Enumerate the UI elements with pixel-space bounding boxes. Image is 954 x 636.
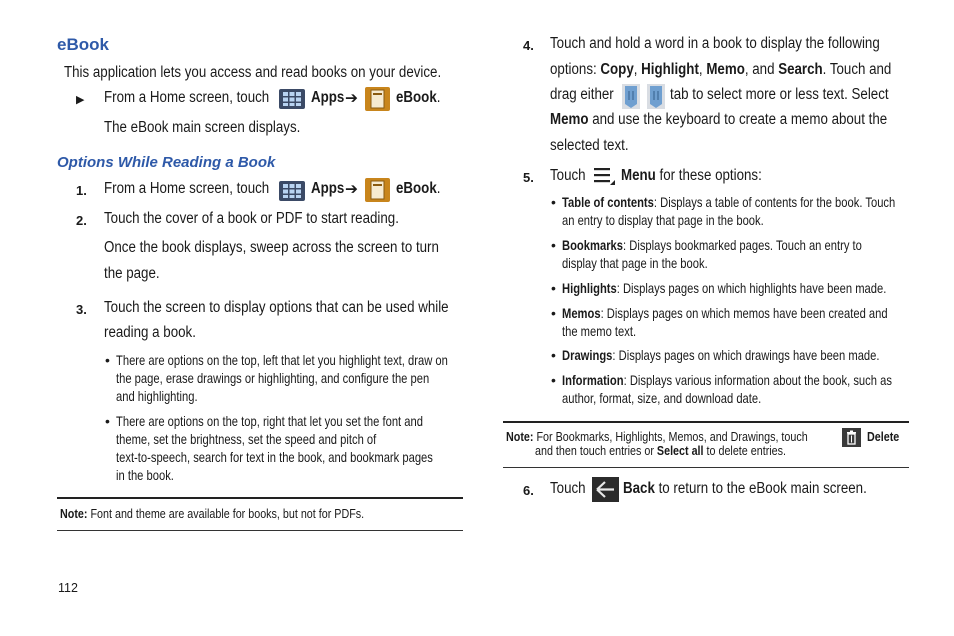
bullet-line: There are options on the top, left that let you highlight text, draw on <box>116 352 448 368</box>
menu-item-highlights: Highlights: Displays pages on which highlights have been made. <box>562 280 887 296</box>
menu-item-memos: Memos: Displays pages on which memos have been created and <box>562 305 888 321</box>
arrow-right-icon: ➔ <box>345 90 358 107</box>
step-text-continued: drag either <box>550 86 614 103</box>
bullet-dot: • <box>551 237 556 253</box>
step-text-continued: Once the book displays, sweep across the screen to turn <box>104 239 439 256</box>
note: Note: Font and theme are available for books, but not for PDFs. <box>60 507 365 521</box>
note-bottom-rule <box>503 467 909 468</box>
page-number: 112 <box>58 581 78 595</box>
apps-label: Apps <box>311 89 345 106</box>
main-screen-text: The eBook main screen displays. <box>104 119 301 136</box>
step-text-continued: selected text. <box>550 137 629 154</box>
step-number: 6. <box>523 483 534 498</box>
bullet-line: There are options on the top, right that let you set the font and <box>116 413 423 429</box>
bullet-dot: • <box>551 280 556 296</box>
bullet-dot: • <box>551 194 556 210</box>
step-number: 4. <box>523 38 534 53</box>
menu-item-drawings: Drawings: Displays pages on which drawings have been made. <box>562 347 880 363</box>
step-text: Touch the screen to display options that can be used while <box>104 299 449 316</box>
bullet-dot: • <box>551 305 556 321</box>
bullet-line: in the book. <box>116 467 174 483</box>
bullet-line: the memo text. <box>562 323 637 339</box>
step-text-continued: tab to select more or less text. Select <box>670 86 889 103</box>
bullet-line: display that page in the book. <box>562 255 708 271</box>
step-text-continued: options: Copy, Highlight, Memo, and Search. Touch and <box>550 61 892 78</box>
step-text-continued: Memo and use the keyboard to create a memo about the <box>550 111 888 128</box>
apps-grid-icon <box>279 89 305 114</box>
menu-item-information: Information: Displays various information about the book, such as <box>562 372 892 388</box>
note-top-rule <box>503 421 909 423</box>
menu-icon <box>592 165 616 192</box>
bullet-dot: • <box>551 347 556 363</box>
options-subtitle: Options While Reading a Book <box>57 154 276 171</box>
note-bottom-rule <box>57 530 463 531</box>
step-text: Touch the cover of a book or PDF to start reading. <box>104 210 399 227</box>
selection-tab-left-icon <box>622 84 640 114</box>
bullet-dot: • <box>551 372 556 388</box>
selection-tab-right-icon <box>647 84 665 114</box>
note: Note: For Bookmarks, Highlights, Memos, and Drawings, touch <box>506 430 808 444</box>
step-number: 5. <box>523 170 534 185</box>
bullet-line: author, format, size, and download date. <box>562 390 762 406</box>
step-text-continued: Back to return to the eBook main screen. <box>623 480 867 497</box>
step-text: Touch <box>550 480 586 497</box>
note-top-rule <box>57 497 463 499</box>
step-number: 2. <box>76 213 87 228</box>
bullet-line: the page, erase drawings or highlighting, and configure the pen <box>116 370 430 386</box>
bullet-line: text-to-speech, search for text in the book, and bookmark pages <box>116 449 433 465</box>
step-text-continued: the page. <box>104 265 160 282</box>
back-arrow-icon <box>592 477 619 507</box>
apps-label: Apps <box>311 180 345 197</box>
section-title: eBook <box>57 35 109 54</box>
menu-item-bookmarks: Bookmarks: Displays bookmarked pages. Touch an entry to <box>562 237 862 253</box>
step-number: 3. <box>76 302 87 317</box>
step-text: Touch <box>550 167 586 184</box>
delete-trash-icon <box>842 428 861 452</box>
step-text-continued: Menu for these options: <box>621 167 762 184</box>
step-text: Touch and hold a word in a book to display the following <box>550 35 880 52</box>
step-text-continued: reading a book. <box>104 324 196 341</box>
ebook-label: eBook. <box>396 180 441 197</box>
ebook-app-icon <box>365 87 390 116</box>
bullet-dot: • <box>105 413 110 429</box>
intro-text: This application lets you access and read books on your device. <box>64 64 442 81</box>
menu-item-table-of-contents: Table of contents: Displays a table of contents for the book. Touch <box>562 194 896 210</box>
step-text: From a Home screen, touch <box>104 180 270 197</box>
ebook-app-icon <box>365 178 390 207</box>
apps-grid-icon <box>279 181 305 206</box>
bullet-line: theme, set the brightness, set the speed and pitch of <box>116 431 377 447</box>
delete-label: Delete <box>867 430 900 444</box>
home-screen-text: From a Home screen, touch <box>104 89 270 106</box>
arrow-bullet-icon: ▶ <box>76 94 85 106</box>
bullet-line: and highlighting. <box>116 388 198 404</box>
bullet-line: an entry to display that page in the book. <box>562 212 764 228</box>
note-continued: and then touch entries or Select all to delete entries. <box>535 444 787 458</box>
bullet-dot: • <box>105 352 110 368</box>
step-number: 1. <box>76 183 87 198</box>
arrow-right-icon: ➔ <box>345 181 358 198</box>
ebook-label: eBook. <box>396 89 441 106</box>
